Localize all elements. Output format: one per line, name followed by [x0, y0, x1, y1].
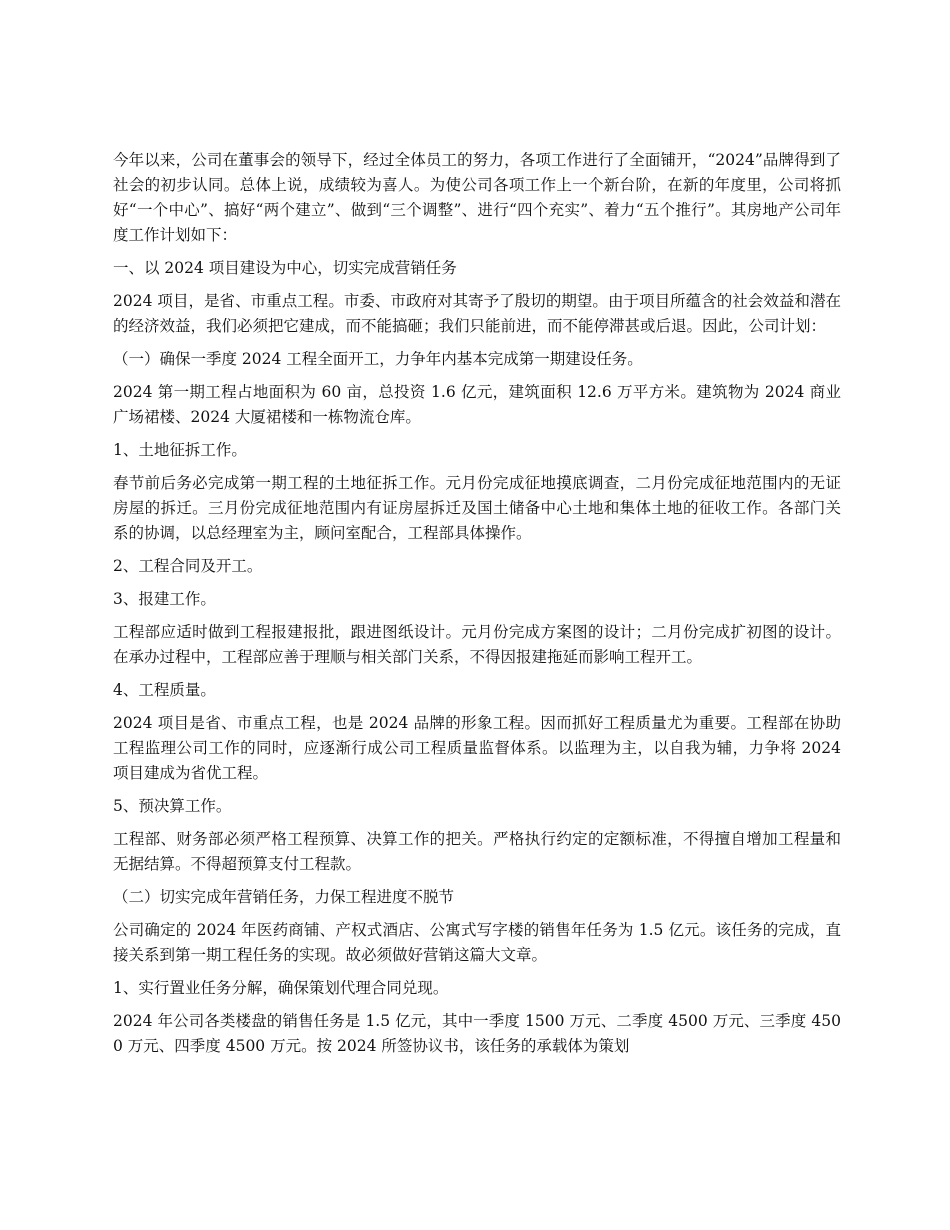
item-heading: 1、土地征拆工作。 — [113, 441, 247, 459]
body-paragraph: 2024 年公司各类楼盘的销售任务是 1.5 亿元，其中一季度 1500 万元、二季度 4500 万元、三季度 4500 万元、四季度 4500 万元。按 2024 所签协议书，该任务的承载体为策划 — [113, 1012, 841, 1055]
body-paragraph: 2024 项目，是省、市重点工程。市委、市政府对其寄予了殷切的期望。由于项目所蕴含的社会效益和潜在的经济效益，我们必须把它建成，而不能搞砸；我们只能前进，而不能停滞甚或后退。因此，公司计划： — [113, 292, 841, 335]
intro-paragraph: 今年以来，公司在董事会的领导下，经过全体员工的努力，各项工作进行了全面铺开，“2024”品牌得到了社会的初步认同。总体上说，成绩较为喜人。为使公司各项工作上一个新台阶，在新的年度里，公司将抓好“一个中心”、搞好“两个建立”、做到“三个调整”、进行“四个充实”、着力“五个推行”。其房地产公司年度工作计划如下： — [113, 151, 841, 244]
body-paragraph: 春节前后务必完成第一期工程的土地征拆工作。元月份完成征地摸底调查，二月份完成征地范围内的无证房屋的拆迁。三月份完成征地范围内有证房屋拆迁及国土储备中心土地和集体土地的征收工作。各部门关系的协调，以总经理室为主，顾问室配合，工程部具体操作。 — [113, 474, 841, 542]
body-paragraph: 工程部应适时做到工程报建报批，跟进图纸设计。元月份完成方案图的设计；二月份完成扩初图的设计。在承办过程中，工程部应善于理顺与相关部门关系，不得因报建拖延而影响工程开工。 — [113, 623, 841, 666]
document-body — [113, 148, 841, 1067]
subsection-heading-1: （一）确保一季度 2024 工程全面开工，力争年内基本完成第一期建设任务。 — [113, 350, 643, 368]
item-heading: 4、工程质量。 — [113, 681, 216, 699]
body-paragraph: 2024 第一期工程占地面积为 60 亩，总投资 1.6 亿元，建筑面积 12.6 万平方米。建筑物为 2024 商业广场裙楼、2024 大厦裙楼和一栋物流仓库。 — [113, 383, 841, 426]
body-paragraph: 2024 项目是省、市重点工程，也是 2024 品牌的形象工程。因而抓好工程质量尤为重要。工程部在协助工程监理公司工作的同时，应逐渐行成公司工程质量监督体系。以监理为主，以自我为辅，力争将 2024 项目建成为省优工程。 — [113, 714, 841, 782]
item-heading: 3、报建工作。 — [113, 590, 216, 608]
section-heading-1: 一、以 2024 项目建设为中心，切实完成营销任务 — [113, 259, 457, 277]
item-heading: 2、工程合同及开工。 — [113, 557, 263, 575]
body-paragraph: 工程部、财务部必须严格工程预算、决算工作的把关。严格执行约定的定额标准，不得擅自增加工程量和无据结算。不得超预算支付工程款。 — [113, 830, 841, 873]
item-heading: 5、预决算工作。 — [113, 797, 232, 815]
subsection-heading-2: （二）切实完成年营销任务，力保工程进度不脱节 — [113, 888, 455, 906]
body-paragraph: 公司确定的 2024 年医药商铺、产权式酒店、公寓式写字楼的销售年任务为 1.5 亿元。该任务的完成，直接关系到第一期工程任务的实现。故必须做好营销这篇大文章。 — [113, 921, 841, 964]
item-heading: 1、实行置业任务分解，确保策划代理合同兑现。 — [113, 979, 449, 997]
